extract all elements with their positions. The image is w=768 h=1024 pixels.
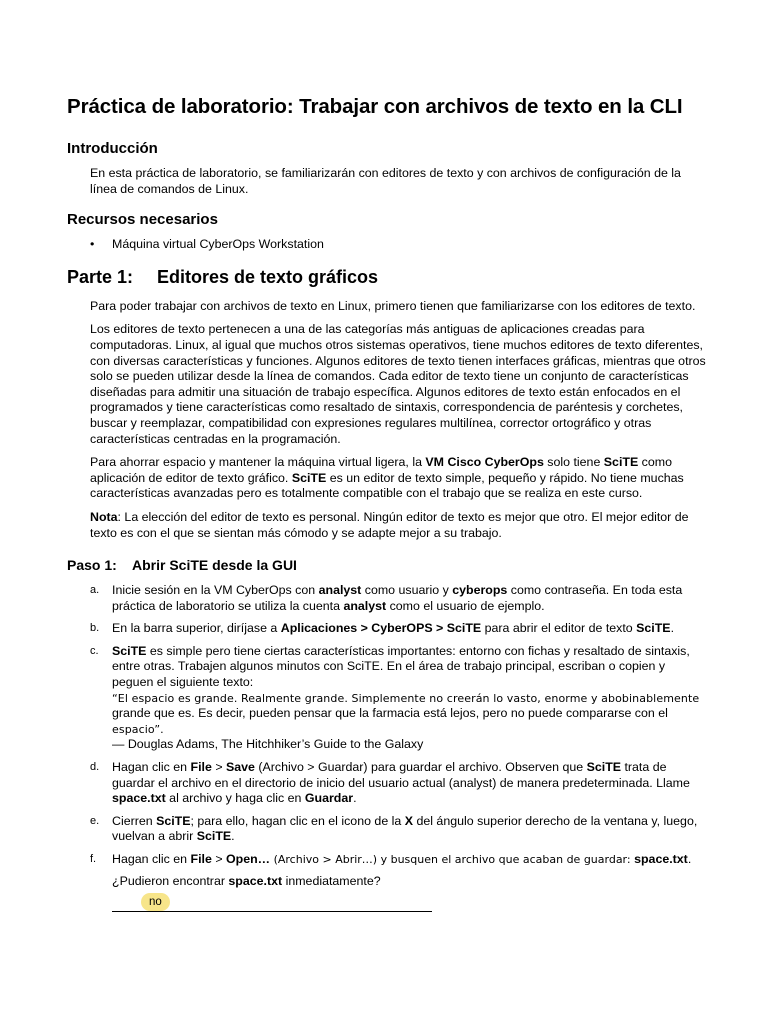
step-item-a: [90, 583, 708, 614]
step-marker: e.: [90, 814, 100, 827]
bold-run: Aplicaciones > CyberOPS > SciTE: [280, 621, 482, 636]
bold-run: SciTE: [196, 829, 232, 844]
text-run: ¿Pudieron encontrar: [112, 873, 229, 888]
quote-line: “El espacio es grande. Realmente grande. Simplemente no creerán lo vasto, enorme y abobinablemente: [112, 691, 700, 705]
bold-run: space.txt: [634, 852, 688, 866]
text-run: como el usuario de ejemplo.: [386, 598, 545, 613]
step1-list: [90, 583, 708, 912]
step-item-e: [90, 814, 708, 845]
answer-field[interactable]: [112, 895, 432, 912]
bold-run: Open…: [226, 852, 271, 866]
text-run: como usuario y: [361, 583, 453, 598]
bold-run: SciTE: [586, 760, 622, 775]
text-run: En la barra superior, diríjase a: [112, 621, 281, 636]
step-item-b: [90, 621, 708, 637]
step-marker: b.: [90, 622, 100, 635]
text-run: Inicie sesión en la VM CyberOps con: [112, 583, 319, 598]
step1-title: Abrir SciTE desde la GUI: [132, 557, 297, 574]
bold-run: analyst: [318, 583, 362, 598]
bold-run: SciTE: [603, 455, 639, 470]
answer-text: no: [141, 893, 170, 911]
bold-run: cyberops: [452, 583, 508, 598]
question: [112, 874, 708, 890]
text-run: es simple pero tiene ciertas características importantes: entorno con fichas y resaltado de sintaxis, entre otras. Trabajen algunos minutos con SciTE. En el área de trabajo principal, escriban o copien y peguen el siguiente texto:: [112, 643, 690, 690]
bold-run: Save: [226, 760, 255, 775]
text-run: como aplicación de editor de texto gráfico.: [90, 455, 672, 485]
text-run: (Archivo > Guardar) para guardar el archivo. Observen que: [254, 760, 587, 775]
intro-text: En esta práctica de laboratorio, se familiarizarán con editores de texto y con archivos de configuración de la línea de comandos de Linux.: [90, 166, 681, 196]
bold-run: analyst: [343, 598, 387, 613]
text-run: Hagan clic en: [112, 760, 191, 775]
note-label: Nota: [90, 509, 118, 524]
bold-run: File: [190, 852, 212, 866]
step1-heading: [67, 557, 708, 573]
bold-run: SciTE: [156, 813, 191, 828]
text-run: .: [353, 791, 357, 806]
document-title: Práctica de laboratorio: Trabajar con archivos de texto en la CLI: [67, 95, 683, 118]
text-run: inmediatamente?: [282, 873, 381, 888]
resources-list: [90, 237, 708, 253]
text-run: Para ahorrar espacio y mantener la máquina virtual ligera, la: [90, 455, 426, 470]
intro-heading: Introducción: [67, 140, 158, 157]
text-run: es un editor de texto simple, pequeño y rápido. No tiene muchas características avanzadas pero es totalmente compatible con el trabajo que se realiza en este curso.: [90, 470, 684, 501]
bold-run: SciTE: [636, 621, 671, 636]
part1-note: [90, 510, 708, 541]
part1-title: Editores de texto gráficos: [157, 266, 379, 287]
bold-run: SciTE: [112, 643, 147, 658]
step-item-c: [90, 644, 708, 753]
text-run: >: [211, 760, 227, 775]
part1-paragraph-3: [90, 455, 708, 502]
text-run: (Archivo > Abrir…) y busquen el archivo que acaban de guardar:: [270, 853, 635, 866]
step-marker: f.: [90, 853, 97, 865]
part1-number: Parte 1:: [67, 266, 134, 287]
step-marker: d.: [90, 761, 100, 774]
text-run: Cierren: [112, 813, 157, 828]
text-run: trata de guardar el archivo en el directorio de inicio del usuario actual (analyst) de manera predeterminada. Llame: [112, 760, 690, 790]
part1-heading: [67, 267, 708, 288]
bold-run: space.txt: [112, 791, 166, 806]
text-run: .: [687, 852, 692, 866]
step1-number: Paso 1:: [67, 557, 117, 574]
text-run: Hagan clic en: [112, 852, 191, 866]
step-marker: c.: [90, 644, 99, 657]
quote-attribution: ― Douglas Adams, The Hitchhiker’s Guide to the Galaxy: [112, 737, 424, 752]
bold-run: X: [404, 813, 414, 828]
part1-paragraph-2: Los editores de texto pertenecen a una de las categorías más antiguas de aplicaciones creadas para computadoras. Linux, al igual que muchos otros sistemas operativos, tiene muchos editores de texto diferentes, con diversas características y funciones. Algunos editores de texto tienen interfaces gráficas, mientras que otros solo se pueden utilizar desde la línea de comandos. Cada editor de texto tiene un conjunto de características diseñadas para admitir una situación de trabajo específica. Algunos editores de texto están enfocados en el programados y tiene características como resaltado de sintaxis, correspondencia de paréntesis y corchetes, buscar y reemplazar, compatibilidad con expresiones regulares multilínea, corrector ortográfico y otras características centradas en la programación.: [90, 322, 706, 446]
step-item-f: [90, 852, 708, 912]
bold-run: SciTE: [291, 470, 327, 485]
text-run: solo tiene: [543, 455, 604, 470]
resource-item: • Máquina virtual CyberOps Workstation: [90, 237, 708, 253]
text-run: al archivo y haga clic en: [165, 791, 305, 806]
text-run: como contraseña. En toda esta práctica de laboratorio se utiliza la cuenta: [112, 583, 683, 613]
resources-heading: Recursos necesarios: [67, 211, 218, 229]
part1-paragraph-1: Para poder trabajar con archivos de texto en Linux, primero tienen que familiarizarse con los editores de texto.: [90, 298, 696, 313]
bold-run: space.txt: [228, 873, 283, 888]
text-run: del ángulo superior derecho de la ventana y, luego, vuelvan a abrir: [112, 813, 698, 844]
text-run: .: [670, 621, 675, 636]
quote-line: espacio”.: [112, 722, 164, 736]
text-run: ; para ello, hagan clic en el icono de la: [190, 813, 405, 828]
note-text: : La elección del editor de texto es personal. Ningún editor de texto es mejor que otro. El mejor editor de texto es con el que se sientan más cómodo y se adapte mejor a su trabajo.: [90, 509, 689, 540]
step-item-d: [90, 760, 708, 807]
text-run: para abrir el editor de texto: [481, 621, 637, 636]
bold-run: File: [190, 760, 212, 775]
bold-run: Guardar: [304, 791, 354, 806]
step-marker: a.: [90, 584, 100, 597]
bold-run: VM Cisco CyberOps: [425, 455, 544, 470]
text-run: .: [231, 829, 235, 844]
quote-line: grande que es. Es decir, pueden pensar que la farmacia está lejos, pero no puede compararse con el: [112, 706, 668, 721]
text-run: >: [211, 852, 227, 866]
